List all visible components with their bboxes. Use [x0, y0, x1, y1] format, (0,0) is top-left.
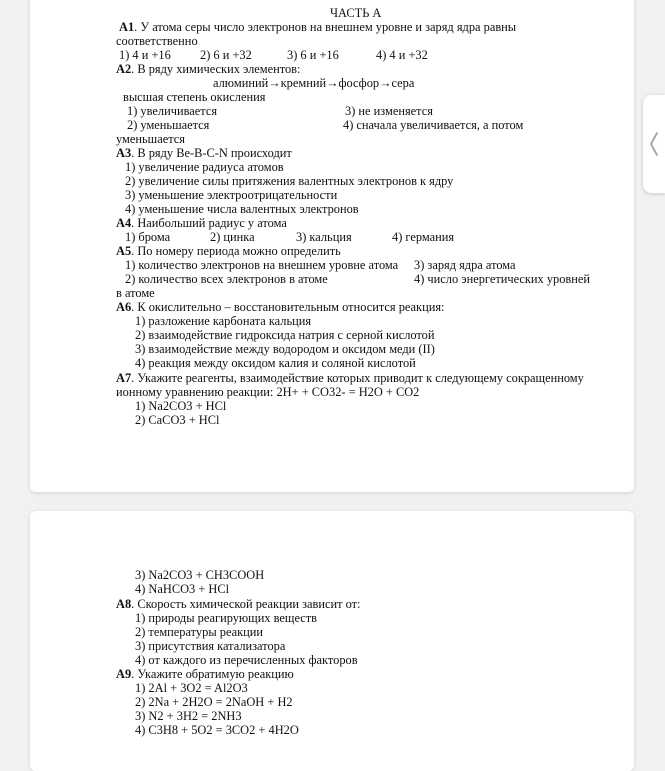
- option: 2) 2Na + 2H2O = 2NaOH + H2: [135, 695, 293, 709]
- option-cont: в атоме: [116, 286, 155, 300]
- question-number: А3: [116, 146, 132, 160]
- option: 3) 6 и +16: [287, 48, 339, 62]
- question-number: А9: [116, 667, 132, 681]
- option: 1) количество электронов на внешнем уровне атома: [125, 258, 399, 272]
- question-a5: [116, 244, 341, 258]
- option: 1) увеличение радиуса атомов: [125, 160, 284, 174]
- element-series: алюминий→кремний→фосфор→сера: [213, 76, 415, 90]
- option: 2) цинка: [210, 230, 255, 244]
- option: 3) кальция: [296, 230, 352, 244]
- side-panel-toggle[interactable]: [643, 95, 665, 193]
- question-text: . По номеру периода можно определить: [131, 244, 341, 258]
- option: 1) 4 и +16: [119, 48, 171, 62]
- question-a9: [116, 667, 294, 681]
- option: 1) брома: [125, 230, 171, 244]
- question-a1-cont: соответственно: [116, 34, 198, 48]
- heading: ЧАСТЬ А: [330, 6, 382, 20]
- question-text: . Наибольший радиус у атома: [131, 216, 287, 230]
- question-number: А5: [116, 244, 132, 258]
- option: 2) 6 и +32: [200, 48, 252, 62]
- question-number: А4: [116, 216, 132, 230]
- option: 1) увеличивается: [127, 104, 218, 118]
- question-a4: [116, 216, 287, 230]
- question-text: . У атома серы число электронов на внешнем уровне и заряд ядра равны: [134, 20, 517, 34]
- question-a7-cont: ионному уравнению реакции: 2H+ + CO32- = H2O + CO2: [116, 385, 420, 399]
- option: 3) N2 + 3H2 = 2NH3: [135, 709, 242, 723]
- question-a6: [116, 300, 444, 314]
- option: 1) разложение карбоната кальция: [135, 314, 312, 328]
- question-number: А6: [116, 300, 132, 314]
- option: 3) Na2CO3 + CH3COOH: [135, 568, 265, 582]
- question-a3: [116, 146, 292, 160]
- option: 1) 2Al + 3O2 = Al2O3: [135, 681, 248, 695]
- option: 4) число энергетических уровней: [414, 272, 591, 286]
- question-text: . В ряду Be-B-C-N происходит: [131, 146, 292, 160]
- option: 3) присутствия катализатора: [135, 639, 286, 653]
- question-number: А1: [119, 20, 135, 34]
- question-text: . Скорость химической реакции зависит от:: [131, 597, 361, 611]
- option: 4) C3H8 + 5O2 = 3CO2 + 4H2O: [135, 723, 299, 737]
- question-a1: [119, 20, 516, 34]
- option: 3) уменьшение электроотрицательности: [125, 188, 338, 202]
- question-a7: [116, 371, 584, 385]
- question-number: А2: [116, 62, 132, 76]
- question-number: А7: [116, 371, 132, 385]
- question-text: . К окислительно – восстановительным относится реакция:: [131, 300, 445, 314]
- option: 4) 4 и +32: [376, 48, 428, 62]
- option: 2) CaCO3 + HCl: [135, 413, 220, 427]
- document-page-1: [30, 0, 634, 492]
- question-text: . Укажите обратимую реакцию: [131, 667, 294, 681]
- document-page-2: [30, 511, 634, 771]
- option: 3) взаимодействие между водородом и оксидом меди (II): [135, 342, 435, 356]
- option: 4) сначала увеличивается, а потом: [343, 118, 524, 132]
- chevron-left-icon: [649, 131, 659, 157]
- question-a8: [116, 597, 360, 611]
- option: 2) температуры реакции: [135, 625, 264, 639]
- option: 4) NaHCO3 + HCl: [135, 582, 230, 596]
- option: 4) германия: [392, 230, 455, 244]
- question-text: . В ряду химических элементов:: [131, 62, 301, 76]
- question-number: А8: [116, 597, 132, 611]
- option-cont: уменьшается: [116, 132, 185, 146]
- option: 2) количество всех электронов в атоме: [125, 272, 328, 286]
- option: 4) уменьшение числа валентных электронов: [125, 202, 359, 216]
- option: 4) реакция между оксидом калия и соляной кислотой: [135, 356, 416, 370]
- option: 2) уменьшается: [127, 118, 210, 132]
- question-text: . Укажите реагенты, взаимодействие которых приводит к следующему сокращенному: [131, 371, 584, 385]
- option: 2) увеличение силы притяжения валентных электронов к ядру: [125, 174, 454, 188]
- option: 2) взаимодействие гидроксида натрия с серной кислотой: [135, 328, 435, 342]
- question-a2-question: высшая степень окисления: [123, 90, 266, 104]
- option: 4) от каждого из перечисленных факторов: [135, 653, 358, 667]
- option: 3) не изменяется: [345, 104, 433, 118]
- option: 1) природы реагирующих веществ: [135, 611, 318, 625]
- option: 3) заряд ядра атома: [414, 258, 516, 272]
- question-a2: [116, 62, 300, 76]
- option: 1) Na2CO3 + HCl: [135, 399, 227, 413]
